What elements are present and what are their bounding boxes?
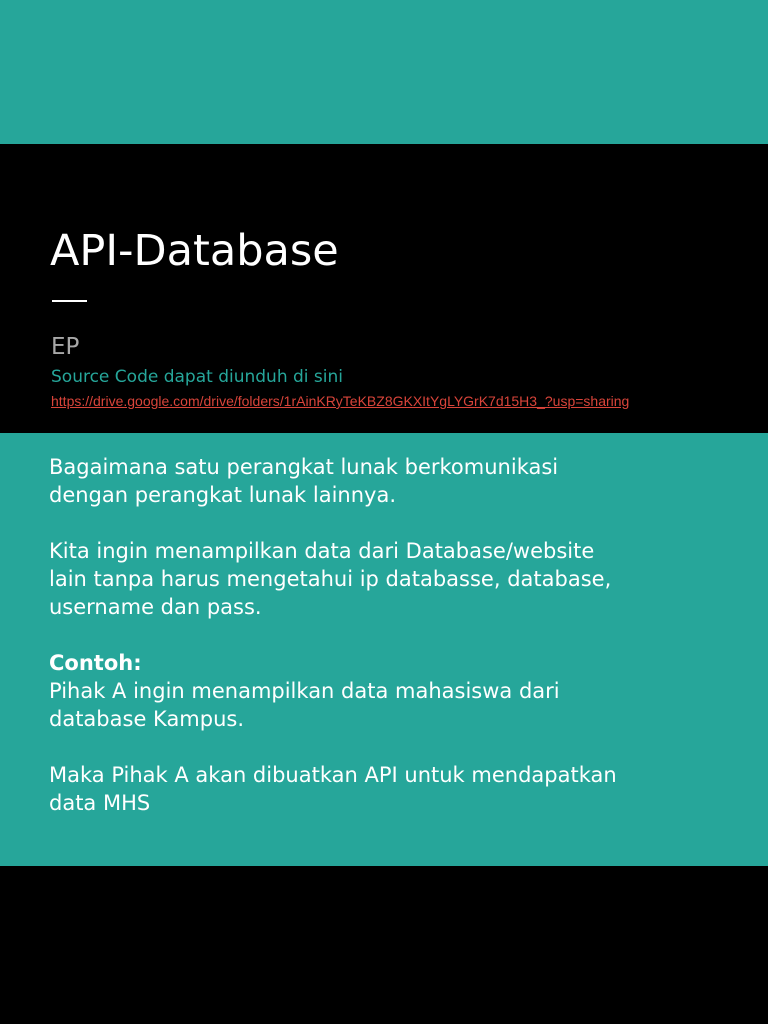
body-line: dengan perangkat lunak lainnya. — [49, 483, 396, 507]
body-line: data MHS — [49, 791, 151, 815]
body-line: Kita ingin menampilkan data dari Database/website — [49, 539, 595, 563]
body-line: Pihak A ingin menampilkan data mahasiswa dari — [49, 679, 560, 703]
paragraph-gap — [49, 733, 729, 761]
top-accent-band — [0, 0, 768, 144]
source-code-note: Source Code dapat diunduh di sini — [51, 367, 344, 387]
body-line: lain tanpa harus mengetahui ip databasse, database, — [49, 567, 612, 591]
paragraph-gap — [49, 509, 729, 537]
example-heading: Contoh: — [49, 651, 142, 675]
paragraph-gap — [49, 621, 729, 649]
slide-body — [49, 453, 729, 817]
body-line: username dan pass. — [49, 595, 262, 619]
source-code-link[interactable]: https://drive.google.com/drive/folders/1rAinKRyTeKBZ8GKXItYgLYGrK7d15H3_?usp=sharing — [51, 393, 630, 409]
body-line: Maka Pihak A akan dibuatkan API untuk mendapatkan — [49, 763, 617, 787]
body-line: Bagaimana satu perangkat lunak berkomunikasi — [49, 455, 559, 479]
slide-subtitle: EP — [51, 334, 80, 360]
body-line: database Kampus. — [49, 707, 245, 731]
title-divider — [52, 300, 87, 302]
slide-title: API-Database — [50, 226, 339, 276]
